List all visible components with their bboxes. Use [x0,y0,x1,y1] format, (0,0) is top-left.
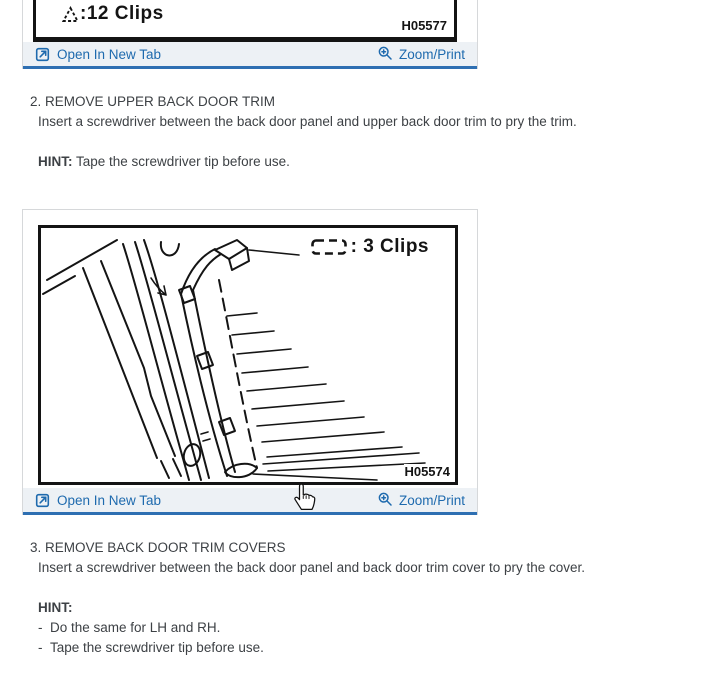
open-in-new-tab-link[interactable] [35,493,161,508]
bullet-dash: - [38,620,43,635]
hint-bullet [0,618,704,638]
bullet-text: Tape the screwdriver tip before use. [50,640,264,655]
hint-text: Tape the screwdriver tip before use. [76,154,290,169]
door-trim-diagram [41,228,455,482]
figure-2-code: H05574 [404,464,450,479]
step-3-body: Insert a screwdriver between the back door panel and back door trim cover to pry the cover. [38,560,586,575]
step-2-section [0,92,704,172]
bullet-text: Do the same for LH and RH. [50,620,221,635]
zoom-magnifier-icon [378,492,392,506]
step-2-body: Insert a screwdriver between the back door panel and upper back door trim to pry the trim. [38,114,577,129]
figure-1-toolbar [23,42,477,69]
figure-card-1 [22,0,478,69]
figure-card-2 [22,209,478,515]
zoom-magnifier-icon [378,46,392,60]
zoom-print-link[interactable] [378,46,465,63]
clip-rect-icon [311,239,347,255]
clip-triangle-icon [62,6,79,23]
figure-2-toolbar [23,488,477,515]
figure-1-legend [62,3,164,25]
open-in-new-tab-label: Open In New Tab [57,46,162,62]
figure-1-image[interactable] [33,0,457,42]
figure-2-legend [311,236,429,258]
zoom-print-link[interactable] [378,492,465,509]
figure-2-legend-label: : 3 Clips [350,236,429,257]
figure-1-code: H05577 [401,18,447,33]
figure-1-legend-label: :12 Clips [80,3,164,24]
open-in-new-tab-icon [35,47,50,62]
step-3-title: 3. REMOVE BACK DOOR TRIM COVERS [30,540,286,555]
open-in-new-tab-label: Open In New Tab [57,492,162,508]
figure-2-body [23,210,477,488]
step-3-section [0,538,704,658]
step-2-title: 2. REMOVE UPPER BACK DOOR TRIM [30,94,276,109]
bullet-dash: - [38,640,43,655]
hint-label: HINT: [38,154,73,169]
zoom-print-label: Zoom/Print [398,492,465,508]
step-2-hint [0,152,704,172]
zoom-print-label: Zoom/Print [398,46,465,62]
hint-label: HINT: [38,600,73,615]
hint-bullet [0,638,704,658]
figure-2-image[interactable] [38,225,458,485]
open-in-new-tab-link[interactable] [35,47,161,62]
open-in-new-tab-icon [35,493,50,508]
